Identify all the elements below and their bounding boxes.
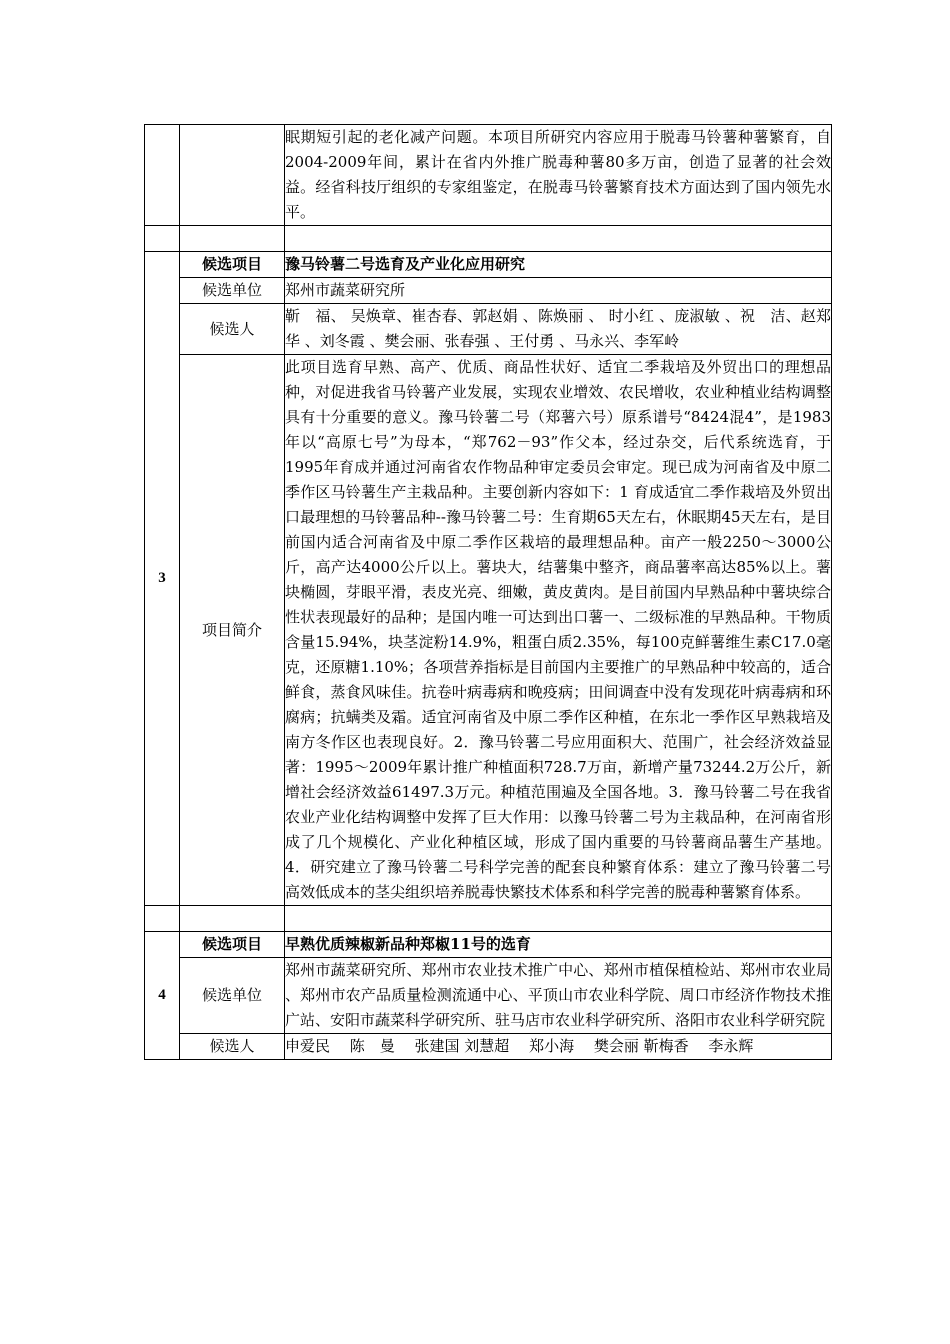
entry-number: 4 <box>145 932 180 1060</box>
entry-number: 3 <box>145 252 180 906</box>
continuation-text: 眠期短引起的老化减产问题。本项目所研究内容应用于脱毒马铃薯种薯繁育，自2004-2009年间，累计在省内外推广脱毒种薯80多万亩，创造了显著的社会效益。经省科技厅组织的专家组鉴定，在脱毒马铃薯繁育技术方面达到了国内领先水平。 <box>285 125 832 226</box>
spacer-row <box>145 906 832 932</box>
people-value: 靳 福、 吴焕章、崔杏春、郭赵娟 、陈焕丽 、 时小红 、庞淑敏 、祝 洁、赵郑华 、刘冬霞 、樊会丽、张春强 、王付勇 、马永兴、李军岭 <box>285 304 832 355</box>
project-label: 候选项目 <box>180 932 285 958</box>
people-value: 申爱民 陈 曼 张建国 刘慧超 郑小海 樊会丽 靳梅香 李永辉 <box>285 1034 832 1060</box>
candidate-table <box>144 124 832 1060</box>
entry-4-unit-row <box>145 958 832 1034</box>
entry-3-project-row <box>145 252 832 278</box>
entry-3-unit-row <box>145 278 832 304</box>
entry-3-people-row <box>145 304 832 355</box>
intro-text: 此项目选育早熟、高产、优质、商品性状好、适宜二季栽培及外贸出口的理想品种，对促进我省马铃薯产业发展，实现农业增效、农民增收，农业种植业结构调整具有十分重要的意义。豫马铃薯二号（郑薯六号）原系谱号“8424混4”，是1983年以“高原七号”为母本，“郑762－93”作父本，经过杂交，后代系统选育，于1995年育成并通过河南省农作物品种审定委员会审定。现已成为河南省及中原二季作区马铃薯生产主栽品种。主要创新内容如下：1 育成适宜二季作栽培及外贸出口最理想的马铃薯品种--豫马铃薯二号：生育期65天左右，休眠期45天左右，是目前国内适合河南省及中原二季作区栽培的最理想品种。亩产一般2250～3000公斤，高产达4000公斤以上。薯块大，结薯集中整齐，商品薯率高达85%以上。薯块椭圆，芽眼平滑，表皮光亮、细嫩，黄皮黄肉。是目前国内早熟品种中薯块综合性状表现最好的品种；是国内唯一可达到出口薯一、二级标准的早熟品种。干物质含量15.94%，块茎淀粉14.9%，粗蛋白质2.35%，每100克鲜薯维生素C17.0毫克，还原糖1.10%；各项营养指标是目前国内主要推广的早熟品种中较高的，适合鲜食，蒸食风味佳。抗卷叶病毒病和晚疫病；田间调查中没有发现花叶病毒病和环腐病；抗螨类及霜。适宜河南省及中原二季作区种植，在东北一季作区早熟栽培及南方冬作区也表现良好。2．豫马铃薯二号应用面积大、范围广，社会经济效益显著：1995～2009年累计推广种植面积728.7万亩，新增产量73244.2万公斤，新增社会经济效益61497.3万元。种植范围遍及全国各地。3．豫马铃薯二号在我省农业产业化结构调整中发挥了巨大作用：以豫马铃薯二号为主栽品种，在河南省形成了几个规模化、产业化种植区域，形成了国内重要的马铃薯商品薯生产基地。4．研究建立了豫马铃薯二号科学完善的配套良种繁育体系：建立了豫马铃薯二号高效低成本的茎尖组织培养脱毒快繁技术体系和科学完善的脱毒种薯繁育体系。 <box>285 355 832 906</box>
spacer-row <box>145 226 832 252</box>
unit-value: 郑州市蔬菜研究所 <box>285 278 832 304</box>
project-title: 早熟优质辣椒新品种郑椒11号的选育 <box>285 932 832 958</box>
entry-4-people-row <box>145 1034 832 1060</box>
unit-value: 郑州市蔬菜研究所、郑州市农业技术推广中心、郑州市植保植检站、郑州市农业局 、郑州市农产品质量检测流通中心、平顶山市农业科学院、周口市经济作物技术推广站、安阳市蔬菜科学研究所、驻马店市农业科学研究所、洛阳市农业科学研究院 <box>285 958 832 1034</box>
continuation-row <box>145 125 832 226</box>
intro-label: 项目简介 <box>180 355 285 906</box>
person-label: 候选人 <box>180 1034 285 1060</box>
number-cell <box>145 125 180 226</box>
label-cell <box>180 125 285 226</box>
project-label: 候选项目 <box>180 252 285 278</box>
entry-3-intro-row <box>145 355 832 906</box>
entry-4-project-row <box>145 932 832 958</box>
unit-label: 候选单位 <box>180 958 285 1034</box>
unit-label: 候选单位 <box>180 278 285 304</box>
project-title: 豫马铃薯二号选育及产业化应用研究 <box>285 252 832 278</box>
person-label: 候选人 <box>180 304 285 355</box>
